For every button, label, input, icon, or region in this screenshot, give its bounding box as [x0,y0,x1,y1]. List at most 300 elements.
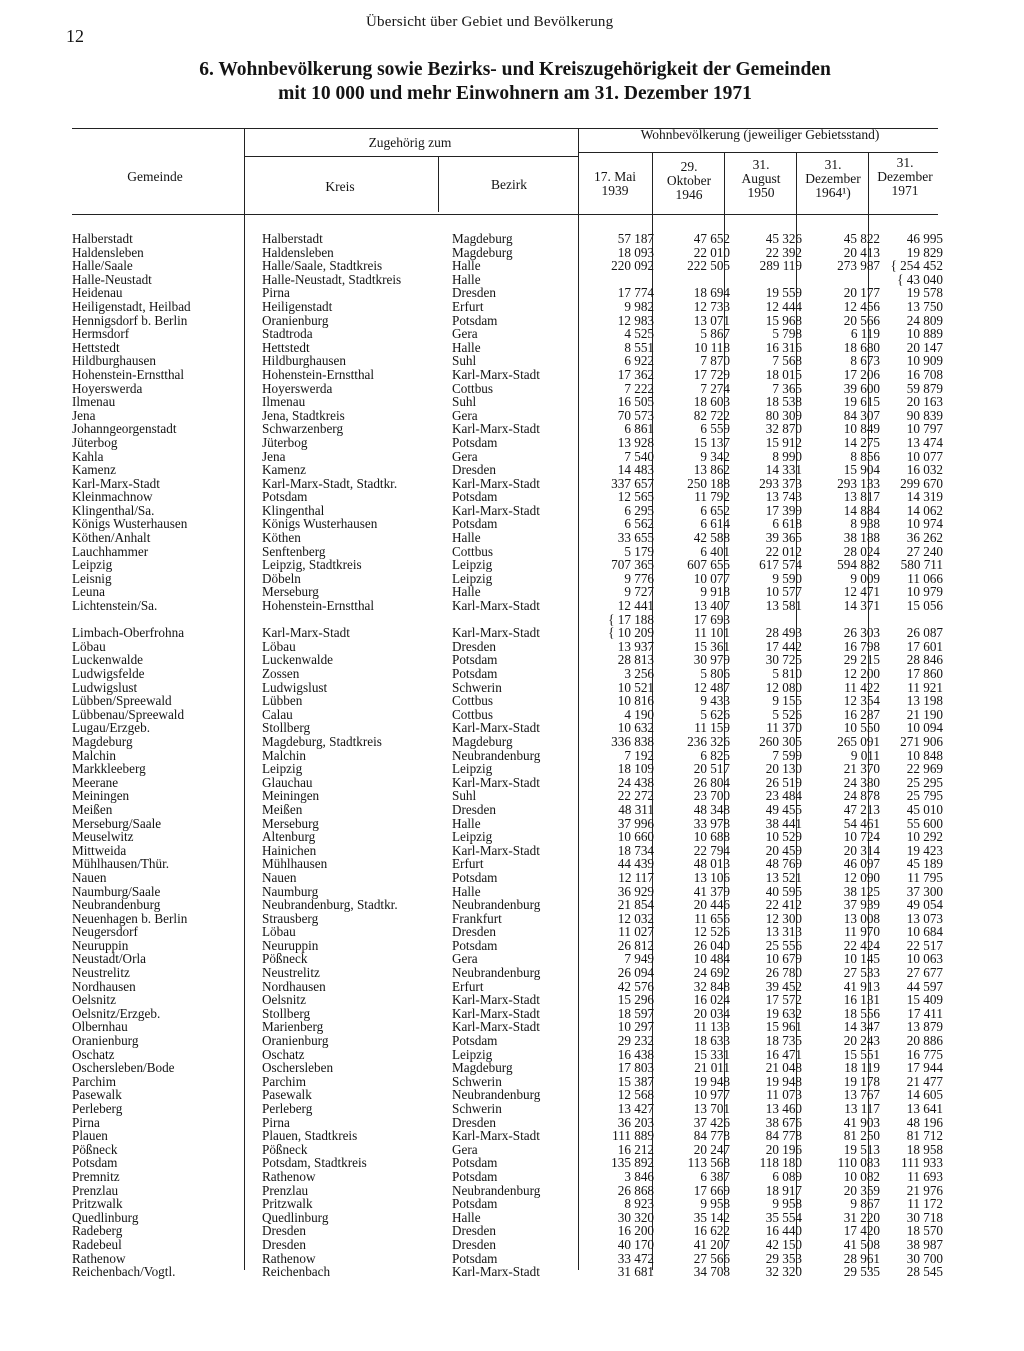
pop-1939-cell: 15 387 [617,1073,654,1089]
pop-1946-cell: 47 652 [693,231,730,246]
pop-1939-cell: 707 365 [611,557,654,573]
pop-1971-cell: 10 077 [906,448,943,464]
pop-1964-cell: 20 566 [843,312,880,328]
pop-1939-cell: 8 551 [624,339,654,355]
gemeinde-cell: Karl-Marx-Stadt [72,475,160,491]
pop-1946-cell: 27 566 [693,1250,730,1266]
pop-1939-cell: 12 441 [617,598,654,614]
gemeinde-cell: Mühlhausen/Thür. [72,856,170,872]
gemeinde-cell: Leuna [72,584,105,600]
bezirk-cell: Magdeburg [452,231,513,246]
pop-1950-cell: 118 180 [759,1155,802,1171]
pop-1939-cell: { 17 188 [608,611,654,627]
gemeinde-cell: Naumburg/Saale [72,883,161,899]
zugehoerig-rule [244,156,578,157]
pop-1939-cell: 4 190 [624,706,654,722]
gemeinde-cell: Meißen [72,801,113,817]
gemeinde-cell: Malchin [72,747,116,763]
pop-1950-cell: 32 320 [765,1264,802,1280]
header-bezirk: Bezirk [491,177,527,192]
pop-1946-cell: 113 568 [687,1155,730,1171]
pop-1964-cell: 24 878 [843,788,880,804]
pop-1971-cell: 13 073 [906,910,943,926]
pop-1939-cell: 36 203 [617,1114,654,1130]
header-1971-year: 1971 [891,183,919,198]
pop-1939-cell: 13 427 [617,1101,654,1116]
gemeinde-cell: Hettstedt [72,339,120,355]
pop-1971-cell: 10 909 [906,353,943,369]
pop-1939-cell: 135 892 [611,1155,654,1171]
kreis-cell: Reichenbach [262,1264,331,1280]
pop-1939-cell: 16 438 [617,1046,654,1062]
pop-1950-cell: 23 484 [765,788,802,804]
pop-1971-cell: 13 641 [906,1101,943,1116]
gemeinde-cell: Prenzlau [72,1182,119,1198]
gemeinde-cell: Johanngeorgenstadt [72,421,177,437]
bezirk-cell: Halle [452,883,481,899]
pop-1950-cell: 16 440 [765,1223,802,1239]
pop-1946-cell: 11 656 [694,910,730,926]
pop-1939-cell: 33 472 [617,1250,654,1266]
pop-1964-cell: 594 882 [837,557,880,573]
kreis-cell: Oschatz [262,1046,305,1062]
bezirk-cell: Suhl [452,788,477,804]
kreis-cell: Halberstadt [262,231,323,246]
gemeinde-cell: Heiligenstadt, Heilbad [72,298,191,314]
bezirk-cell: Halle [452,258,481,274]
gemeinde-cell: Oelsnitz/Erzgeb. [72,1005,161,1021]
gemeinde-cell: Limbach-Oberfrohna [72,625,185,641]
pop-1950-cell: 35 554 [765,1209,802,1225]
kreis-cell: Karl-Marx-Stadt, Stadtkr. [262,475,398,491]
kreis-cell: Jena [262,448,286,464]
bezirk-cell: Potsdam [452,1196,498,1212]
kreis-cell: Stadtroda [262,326,313,342]
pop-1939-cell: 3 846 [624,1168,654,1184]
kreis-cell: Dresden [262,1236,306,1252]
pop-1950-cell: 28 493 [765,625,802,641]
pop-1971-cell: 10 292 [906,829,943,845]
pop-1946-cell: 84 778 [693,1128,730,1144]
pop-1964-cell: 10 145 [843,951,880,967]
kreis-cell: Calau [262,706,293,722]
header-1950-day: 31. [752,157,770,172]
bezirk-cell: Leipzig [452,557,493,573]
pop-1939-cell: 17 774 [617,285,654,301]
kreis-cell: Pirna [262,285,290,301]
pop-1950-cell: 15 961 [765,1019,802,1035]
bezirk-cell: Dresden [452,285,496,301]
pop-1964-cell: 41 508 [843,1236,880,1252]
pop-1950-cell: 20 459 [765,842,802,858]
pop-1939-cell: 7 222 [624,380,654,396]
pop-1946-cell: 10 077 [693,570,730,586]
pop-1971-cell: 26 087 [906,625,943,641]
pop-1950-cell: 5 810 [772,666,802,681]
bezirk-cell: Halle [452,815,481,831]
pop-1950-cell: 10 529 [765,829,802,845]
gemeinde-cell: Neustadt/Orla [72,951,146,967]
pop-1964-cell: 13 117 [844,1101,880,1116]
pop-1971-cell: 10 094 [906,720,943,736]
bezirk-cell: Karl-Marx-Stadt [452,1005,540,1021]
pop-1971-cell: 45 010 [906,801,943,817]
pop-1964-cell: 12 200 [843,666,880,681]
pop-1971-cell: 21 976 [906,1182,943,1198]
gemeinde-cell: Radebeul [72,1236,122,1252]
gemeinde-cell: Premnitz [72,1168,120,1184]
bezirk-cell: Gera [452,1141,478,1157]
kreis-cell: Glauchau [262,774,313,790]
pop-1950-cell: 13 521 [765,869,802,885]
kreis-cell: Pasewalk [262,1087,312,1103]
pop-1950-cell: 38 676 [765,1114,802,1130]
pop-1971-cell: 10 848 [906,747,943,763]
bezirk-cell: Karl-Marx-Stadt [452,421,540,437]
pop-1964-cell: 14 347 [843,1019,880,1035]
pop-1946-cell: 22 010 [693,244,730,260]
pop-1946-cell: 32 848 [693,978,730,994]
pop-1964-cell: 6 119 [850,326,880,342]
bezirk-cell: Erfurt [452,298,484,314]
pop-1939-cell: 9 776 [624,570,654,586]
pop-1971-cell: 20 163 [906,394,943,410]
pop-1946-cell: 15 137 [693,434,730,450]
pop-1939-cell: 12 983 [617,312,654,328]
pop-1950-cell: 15 968 [765,312,802,328]
pop-1950-cell: 18 538 [765,394,802,410]
pop-1971-cell: 22 517 [906,937,943,953]
bezirk-cell: Cottbus [452,706,494,722]
pop-1946-cell: 11 133 [694,1019,730,1035]
pop-1964-cell: 27 533 [843,965,880,981]
kreis-cell: Neuruppin [262,937,319,953]
gemeinde-cell: Leisnig [72,570,112,586]
gemeinde-cell: Radeberg [72,1223,123,1239]
bezirk-cell: Potsdam [452,312,498,328]
pop-1964-cell: 81 250 [843,1128,880,1144]
pop-1964-cell: 14 275 [843,434,880,450]
pop-1946-cell: 9 433 [700,693,730,709]
pop-1946-cell: 17 693 [693,611,730,627]
pop-1971-cell: 81 712 [906,1128,943,1144]
pop-1950-cell: 289 119 [759,258,802,274]
pop-1971-cell: 14 605 [906,1087,943,1103]
pop-1939-cell: 18 109 [617,761,654,777]
pop-1939-cell: 12 565 [617,489,654,505]
pop-1950-cell: 293 373 [759,475,802,491]
pop-1971-cell: 18 958 [906,1141,943,1157]
pop-1950-cell: 32 870 [765,421,802,437]
header-1946-month: Oktober [666,173,712,188]
header-zugehoerig: Zugehörig zum [368,135,452,150]
kreis-cell: Plauen, Stadtkreis [262,1128,358,1144]
pop-1946-cell: 12 526 [693,924,730,940]
pop-1946-cell: 5 806 [700,666,730,681]
gemeinde-cell: Leipzig [72,557,113,573]
pop-1939-cell: 57 187 [617,231,654,246]
gemeinde-cell: Pößneck [72,1141,118,1157]
kreis-cell: Hainichen [262,842,317,858]
bezirk-cell: Neubrandenburg [452,897,541,913]
pop-1946-cell: 607 655 [687,557,730,573]
gemeinde-cell: Pasewalk [72,1087,122,1103]
kreis-cell: Pritzwalk [262,1196,313,1212]
pop-1964-cell: 13 008 [843,910,880,926]
pop-1950-cell: 20 196 [765,1141,802,1157]
pop-1964-cell: 21 370 [843,761,880,777]
kreis-cell: Magdeburg, Stadtkreis [262,733,382,749]
pop-1971-cell: 37 300 [906,883,943,899]
pop-1964-cell: 17 206 [843,366,880,382]
kreis-cell: Merseburg [262,815,319,831]
gemeinde-cell: Haldensleben [72,244,144,260]
gemeinde-cell: Oelsnitz [72,992,116,1008]
kreis-cell: Marienberg [262,1019,324,1035]
pop-1946-cell: 5 626 [700,706,730,722]
bezirk-cell: Karl-Marx-Stadt [452,366,540,382]
pop-1971-cell: 271 906 [900,733,943,749]
pop-1946-cell: 6 652 [700,502,730,518]
pop-1964-cell: 47 213 [843,801,880,817]
gemeinde-cell: Neuenhagen b. Berlin [72,910,188,926]
pop-1939-cell: 33 655 [617,530,654,546]
kreis-cell: Stollberg [262,720,311,736]
bezirk-cell: Neubrandenburg [452,747,541,763]
gemeinde-cell: Merseburg/Saale [72,815,162,831]
header-1964-year: 1964¹) [815,185,851,200]
pop-1964-cell: 18 556 [843,1005,880,1021]
bezirk-cell: Suhl [452,394,477,410]
kreis-cell: Stollberg [262,1005,311,1021]
header-date-1939 [580,170,650,198]
bezirk-cell: Dresden [452,638,496,654]
bezirk-cell: Potsdam [452,869,498,885]
pop-1946-cell: 13 407 [693,598,730,614]
pop-1964-cell: 8 673 [850,353,880,369]
pop-1971-cell: 20 147 [906,339,943,355]
kreis-cell: Senftenberg [262,543,326,559]
pop-1946-cell: 11 101 [694,625,730,641]
gemeinde-cell: Klingenthal/Sa. [72,502,155,518]
pop-1971-cell: 59 879 [906,380,943,396]
pop-1939-cell: 40 170 [617,1236,654,1252]
pop-1950-cell: 14 331 [765,462,802,478]
kreis-cell: Meiningen [262,788,320,804]
pop-1939-cell: 30 320 [617,1209,654,1225]
pop-1950-cell: 10 577 [765,584,802,600]
bezirk-cell: Magdeburg [452,244,513,260]
pop-1964-cell: 18 680 [843,339,880,355]
kreis-cell: Pirna [262,1114,290,1130]
pop-1964-cell: 29 535 [843,1264,880,1280]
bezirk-cell: Karl-Marx-Stadt [452,502,540,518]
pop-1971-cell: 299 670 [900,475,943,491]
gemeinde-cell: Neuruppin [72,937,129,953]
pop-1971-cell: 24 809 [906,312,943,328]
pop-1939-cell: 26 812 [617,937,654,953]
pop-1946-cell: 6 825 [700,747,730,763]
kreis-cell: Prenzlau [262,1182,309,1198]
kreis-cell: Oschersleben [262,1060,334,1076]
gemeinde-cell: Kamenz [72,462,116,478]
pop-1939-cell: 13 928 [617,434,654,450]
pop-1946-cell: 9 342 [700,448,730,464]
pop-1971-cell: 28 545 [906,1264,943,1280]
pop-1946-cell: 16 622 [693,1223,730,1239]
header-1964-month: Dezember [805,171,861,186]
pop-1964-cell: 12 471 [843,584,880,600]
pop-1950-cell: 617 574 [759,557,802,573]
kreis-cell: Nordhausen [262,978,326,994]
gemeinde-cell: Pritzwalk [72,1196,123,1212]
pop-1964-cell: 41 913 [843,978,880,994]
pop-1950-cell: 12 300 [765,910,802,926]
bezirk-cell: Karl-Marx-Stadt [452,475,540,491]
gemeinde-cell: Nordhausen [72,978,136,994]
pop-1946-cell: 9 918 [700,584,730,600]
kreis-cell: Ilmenau [262,394,306,410]
bezirk-cell: Karl-Marx-Stadt [452,1019,540,1035]
pop-1939-cell: 48 311 [618,801,654,817]
kreis-cell: Potsdam, Stadtkreis [262,1155,367,1171]
bezirk-cell: Gera [452,407,478,423]
pop-1946-cell: 18 603 [693,394,730,410]
pop-1964-cell: 16 798 [843,638,880,654]
bezirk-cell: Gera [452,448,478,464]
kreis-cell: Oranienburg [262,312,329,328]
pop-1939-cell: 9 982 [624,298,654,314]
kreis-cell: Jüterbog [262,434,308,450]
pop-1946-cell: 236 326 [687,733,730,749]
gemeinde-cell: Hildburghausen [72,353,156,369]
pop-1946-cell: 30 979 [693,652,730,668]
gemeinde-cell: Luckenwalde [72,652,144,668]
pop-1971-cell: { 43 040 [897,271,943,287]
pop-1946-cell: 20 247 [693,1141,730,1157]
pop-1939-cell: 6 861 [624,421,654,437]
pop-1939-cell: 7 540 [624,448,654,464]
kreis-cell: Löbau [262,924,296,940]
bezirk-cell: Potsdam [452,1155,498,1171]
pop-1939-cell: 18 597 [617,1005,654,1021]
pop-1950-cell: 19 559 [765,285,802,301]
pop-1939-cell: 6 562 [624,516,654,532]
pop-1964-cell: 12 456 [843,298,880,314]
bezirk-cell: Magdeburg [452,733,513,749]
kreis-cell: Königs Wusterhausen [262,516,378,532]
pop-1946-cell: 48 013 [693,856,730,872]
pop-1964-cell: 19 615 [843,394,880,410]
pop-1950-cell: 40 595 [765,883,802,899]
pop-1964-cell: 20 314 [843,842,880,858]
pop-1950-cell: 22 012 [765,543,802,559]
bezirk-cell: Dresden [452,924,496,940]
header-date-1964 [798,158,868,200]
bezirk-cell: Potsdam [452,1250,498,1266]
bezirk-cell: Leipzig [452,761,493,777]
pop-1946-cell: 23 700 [693,788,730,804]
pop-1939-cell: 16 200 [617,1223,654,1239]
pop-1950-cell: 6 618 [772,516,802,532]
pop-1939-cell: 31 681 [617,1264,654,1280]
bezirk-cell: Karl-Marx-Stadt [452,598,540,614]
kreis-cell: Neustrelitz [262,965,320,981]
pop-1964-cell: 9 867 [850,1196,880,1212]
pop-1946-cell: 13 106 [693,869,730,885]
header-1946-day: 29. [680,159,698,174]
pop-1939-cell: 7 949 [624,951,654,967]
pop-1950-cell: 12 080 [765,679,802,695]
gemeinde-cell: Meerane [72,774,119,790]
bezirk-cell: Halle [452,339,481,355]
running-head: Übersicht über Gebiet und Bevölkerung [366,14,614,30]
pop-1964-cell: 46 097 [843,856,880,872]
pop-1964-cell: 12 354 [843,693,880,709]
pop-1950-cell: 12 444 [765,298,802,314]
pop-1950-cell: 13 460 [765,1101,802,1116]
pop-1971-cell: 11 066 [907,570,943,586]
pop-1971-cell: 19 578 [906,285,943,301]
bezirk-cell: Cottbus [452,380,494,396]
pop-1950-cell: 11 370 [766,720,802,736]
gemeinde-cell: Meuselwitz [72,829,134,845]
header-wohnbevoelkerung: Wohnbevölkerung (jeweiliger Gebietsstand) [640,127,880,142]
pop-1939-cell: 26 094 [617,965,654,981]
pop-1939-cell: 24 438 [617,774,654,790]
pop-1939-cell: 12 032 [617,910,654,926]
gemeinde-cell: Lübbenau/Spreewald [72,706,185,722]
pop-1939-cell: 44 439 [617,856,654,872]
kreis-cell: Lübben [262,693,303,709]
pop-1946-cell: 7 274 [700,380,730,396]
gemeinde-cell: Neubrandenburg [72,897,161,913]
pop-1964-cell: 54 461 [843,815,880,831]
pop-1939-cell: 336 838 [611,733,654,749]
pop-1971-cell: 17 411 [907,1005,943,1021]
gemeinde-cell: Halle-Neustadt [72,271,152,287]
pop-1946-cell: 17 669 [693,1182,730,1198]
kreis-cell: Rathenow [262,1168,316,1184]
pop-1964-cell: 13 767 [843,1087,880,1103]
bezirk-cell: Halle [452,584,481,600]
pop-1946-cell: 6 559 [700,421,730,437]
pop-1971-cell: 17 860 [906,666,943,681]
header-1946-year: 1946 [675,187,703,202]
gemeinde-cell: Kleinmachnow [72,489,153,505]
pop-1964-cell: 84 307 [843,407,880,423]
pop-1950-cell: 7 365 [772,380,802,396]
pop-1950-cell: 42 150 [765,1236,802,1252]
pop-1971-cell: 13 750 [906,298,943,314]
pop-1950-cell: 25 556 [765,937,802,953]
kreis-cell: Pößneck [262,951,308,967]
pop-1946-cell: 18 633 [693,1033,730,1049]
pop-1939-cell: 220 092 [611,258,654,274]
gemeinde-cell: Perleberg [72,1101,123,1116]
pop-1946-cell: 13 862 [693,462,730,478]
kreis-cell: Oelsnitz [262,992,306,1008]
gemeinde-cell: Reichenbach/Vogtl. [72,1264,176,1280]
pop-1971-cell: 27 677 [906,965,943,981]
header-1971-day: 31. [896,155,914,170]
header-date-1950 [726,158,796,200]
bezirk-cell: Halle [452,530,481,546]
pop-1939-cell: 36 929 [617,883,654,899]
pop-1964-cell: 10 724 [843,829,880,845]
wohnbev-rule [578,152,938,153]
pop-1971-cell: 16 775 [906,1046,943,1062]
